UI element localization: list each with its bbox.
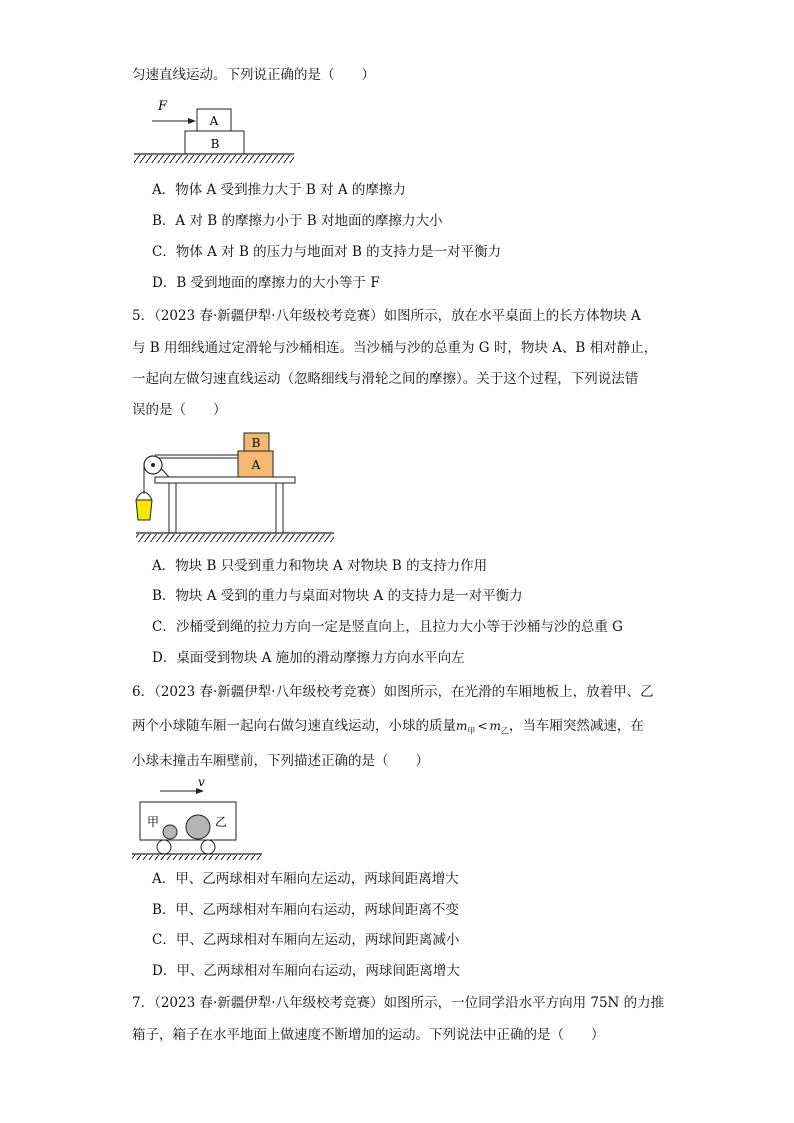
q6-option-d: D．甲、乙两球相对车厢向右运动，两球间距离增大 bbox=[152, 963, 460, 979]
q5-option-b: B．物块 A 受到的重力与桌面对物块 A 的支持力是一对平衡力 bbox=[152, 588, 523, 604]
q5-table-leg-right bbox=[276, 483, 283, 533]
q5-option-c: C．沙桶受到绳的拉力方向一定是竖直向上，且拉力大小等于沙桶与沙的总重 G bbox=[152, 619, 623, 635]
q6-figure bbox=[128, 776, 268, 860]
q6-wheel-left bbox=[157, 840, 171, 854]
q6-ball-jia bbox=[163, 825, 177, 839]
q6-mass-expression: $m_甲 < m_乙$ bbox=[456, 719, 509, 736]
q4-stem-end: 匀速直线运动。下列说正确的是（ ） bbox=[132, 67, 375, 83]
q6-ball-yi-label: 乙 bbox=[215, 815, 228, 829]
q7-stem-line-2: 箱子，箱子在水平地面上做速度不断增加的运动。下列说法中正确的是（ ） bbox=[132, 1027, 605, 1043]
q5-block-a-label: A bbox=[251, 458, 261, 472]
q4-ground-hatch bbox=[134, 155, 294, 163]
q5-table-leg-left bbox=[169, 483, 176, 533]
q5-stem-line-3: 一起向左做匀速直线运动（忽略细线与滑轮之间的摩擦）。关于这个过程，下列说法错 bbox=[132, 371, 639, 387]
q5-table-top bbox=[155, 477, 295, 483]
q4-force-arrowhead bbox=[188, 118, 196, 124]
q6-stem-line-3: 小球未撞击车厢壁前，下列描述正确的是（ ） bbox=[132, 753, 429, 769]
q5-pulley-axle bbox=[151, 463, 155, 467]
q7-stem-line-1: 7．（2023 春·新疆伊犁·八年级校考竞赛）如图所示，一位同学沿水平方向用 75N 的力推 bbox=[132, 995, 665, 1011]
q4-option-b: B．A 对 B 的摩擦力小于 B 对地面的摩擦力大小 bbox=[152, 213, 443, 229]
q6-ball-yi bbox=[186, 815, 210, 839]
q5-sand-bucket bbox=[136, 500, 152, 520]
q4-figure bbox=[130, 96, 300, 168]
q4-option-a: A．物体 A 受到推力大于 B 对 A 的摩擦力 bbox=[152, 182, 406, 198]
q6-option-c: C．甲、乙两球相对车厢向左运动，两球间距离减小 bbox=[152, 932, 460, 948]
q5-figure bbox=[128, 428, 338, 544]
q6-ball-jia-label: 甲 bbox=[147, 815, 160, 829]
q6-stem-line-2 bbox=[132, 717, 644, 740]
q4-block-a-label: A bbox=[209, 114, 219, 128]
q6-option-b: B．甲、乙两球相对车厢向右运动，两球间距离不变 bbox=[152, 902, 459, 918]
q5-ground-hatch bbox=[136, 534, 334, 542]
q6-wheel-right bbox=[201, 840, 215, 854]
q6-stem-line-2-tail: ，当车厢突然减速，在 bbox=[508, 718, 644, 734]
q5-option-a: A．物块 B 只受到重力和物块 A 对物块 B 的支持力作用 bbox=[152, 558, 488, 574]
q6-ground-hatch bbox=[132, 855, 262, 860]
q6-stem-line-2-text: 两个小球随车厢一起向右做匀速直线运动，小球的质量 bbox=[132, 718, 456, 734]
q5-option-d: D．桌面受到物块 A 施加的滑动摩擦力方向水平向左 bbox=[152, 650, 465, 666]
q4-block-b-label: B bbox=[210, 137, 220, 151]
q5-stem-line-4: 误的是（ ） bbox=[132, 402, 227, 418]
q4-force-label: F bbox=[158, 99, 168, 114]
q6-velocity-label: v bbox=[198, 776, 205, 789]
q6-option-a: A．甲、乙两球相对车厢向左运动，两球间距离增大 bbox=[152, 871, 459, 887]
q5-stem-line-2: 与 B 用细线通过定滑轮与沙桶相连。当沙桶与沙的总重为 G 时，物块 A、B 相对静止， bbox=[132, 340, 658, 356]
q6-stem-line-1: 6．（2023 春·新疆伊犁·八年级校考竞赛）如图所示，在光滑的车厢地板上，放着甲、乙 bbox=[132, 684, 654, 700]
q5-block-b-label: B bbox=[251, 436, 261, 450]
q5-stem-line-1: 5．（2023 春·新疆伊犁·八年级校考竞赛）如图所示，放在水平桌面上的长方体物块 A bbox=[132, 308, 641, 324]
q4-option-d: D．B 受到地面的摩擦力的大小等于 F bbox=[152, 275, 380, 291]
q4-option-c: C．物体 A 对 B 的压力与地面对 B 的支持力是一对平衡力 bbox=[152, 244, 502, 260]
